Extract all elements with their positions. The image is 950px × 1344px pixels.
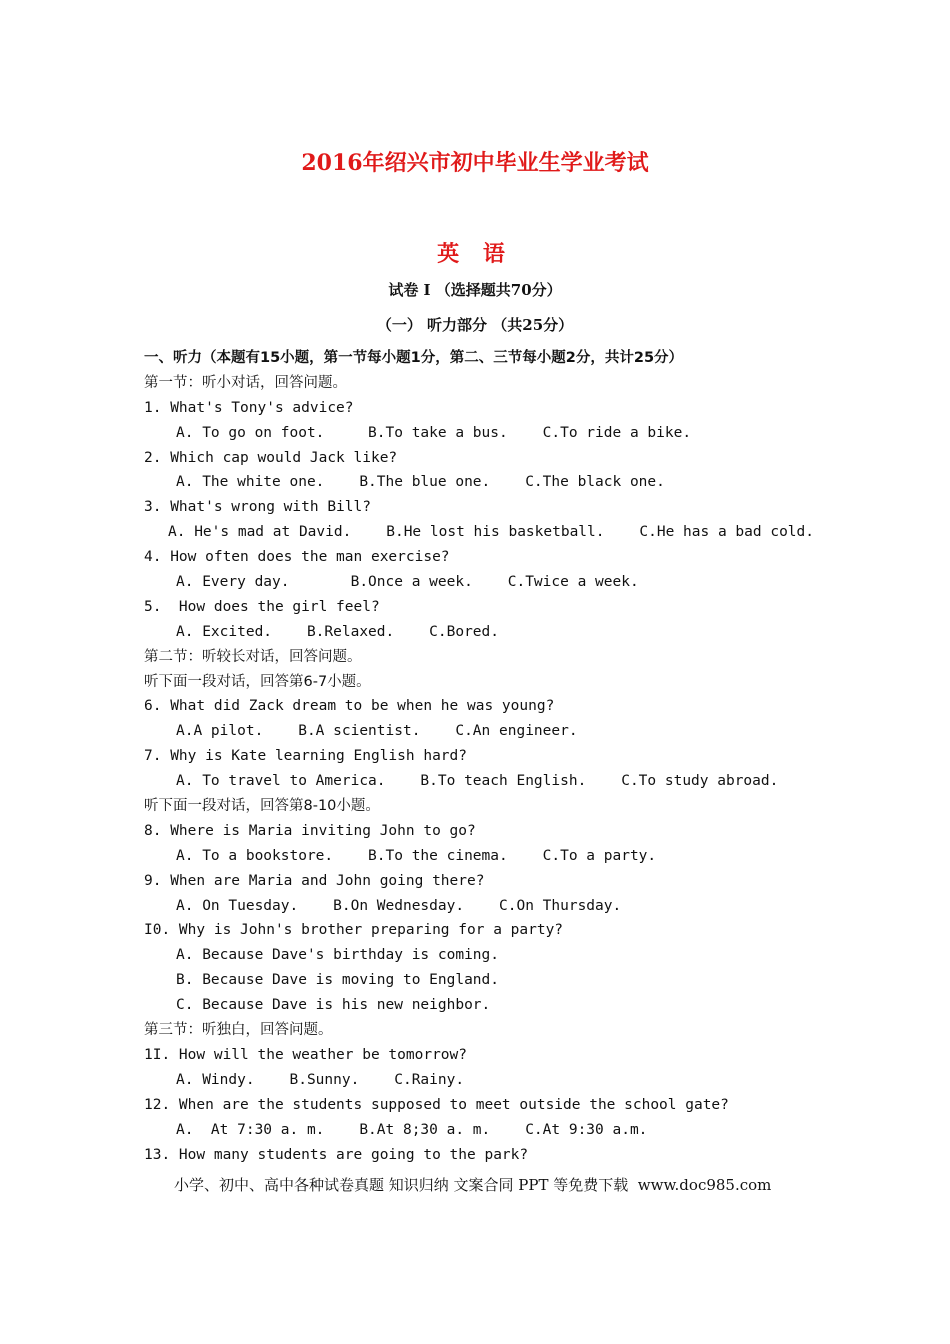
question-1-options: A. To go on foot. B.To take a bus. C.To ride a bike. [176,424,692,441]
section-2-heading: 第二节：听较长对话，回答问题。 [144,648,362,665]
intro-6-7: 听下面一段对话，回答第6-7小题。 [144,673,371,690]
question-8: 8. Where is Maria inviting John to go? [144,822,476,839]
question-10: I0. Why is John's brother preparing for a party? [144,922,564,939]
subject-title: 英 语 [437,241,513,267]
question-8-options: A. To a bookstore. B.To the cinema. C.To a party. [176,847,657,864]
section-heading: 一、听力（本题有15小题，第一节每小题1分，第二、三节每小题2分，共计25分） [144,350,684,366]
question-9-options: A. On Tuesday. B.On Wednesday. C.On Thursday. [176,897,622,914]
section-1-heading: 第一节：听小对话，回答问题。 [144,374,347,391]
question-7: 7. Why is Kate learning English hard? [144,748,468,765]
section-3-heading: 第三节：听独白，回答问题。 [144,1022,333,1039]
question-5-options: A. Excited. B.Relaxed. C.Bored. [176,623,500,640]
question-11: 1I. How will the weather be tomorrow? [144,1046,468,1063]
question-1: 1. What's Tony's advice? [144,399,354,416]
question-5: 5. How does the girl feel? [144,598,380,615]
question-10-option-a: A. Because Dave's birthday is coming. [176,947,500,964]
question-12-options: A. At 7:30 a. m. B.At 8;30 a. m. C.At 9:30 a.m. [176,1121,648,1138]
question-4: 4. How often does the man exercise? [144,549,450,566]
part-subtitle: （一） 听力部分 （共25分） [376,316,574,334]
footer-note: 小学、初中、高中各种试卷真题 知识归纳 文案合同 PPT 等免费下载 www.doc985.com [174,1176,772,1194]
question-2-options: A. The white one. B.The blue one. C.The black one. [176,474,665,491]
intro-8-10: 听下面一段对话，回答第8-10小题。 [144,798,380,815]
question-13: 13. How many students are going to the park? [144,1146,529,1163]
question-4-options: A. Every day. B.Once a week. C.Twice a week. [176,574,639,591]
question-3: 3. What's wrong with Bill? [144,499,371,516]
question-body [144,346,824,1167]
question-9: 9. When are Maria and John going there? [144,872,485,889]
question-7-options: A. To travel to America. B.To teach English. C.To study abroad. [176,773,779,790]
paper-subtitle: 试卷 Ⅰ （选择题共70分） [388,281,562,299]
question-10-option-c: C. Because Dave is his new neighbor. [176,997,491,1014]
question-2: 2. Which cap would Jack like? [144,449,398,466]
question-12: 12. When are the students supposed to meet outside the school gate? [144,1096,729,1113]
question-6-options: A.A pilot. B.A scientist. C.An engineer. [176,723,578,740]
question-10-option-b: B. Because Dave is moving to England. [176,972,500,989]
question-11-options: A. Windy. B.Sunny. C.Rainy. [176,1071,465,1088]
question-6: 6. What did Zack dream to be when he was young? [144,698,555,715]
question-3-options: A. He's mad at David. B.He lost his basketball. C.He has a bad cold. [168,524,815,541]
exam-title: 2016年绍兴市初中毕业生学业考试 [301,150,649,176]
